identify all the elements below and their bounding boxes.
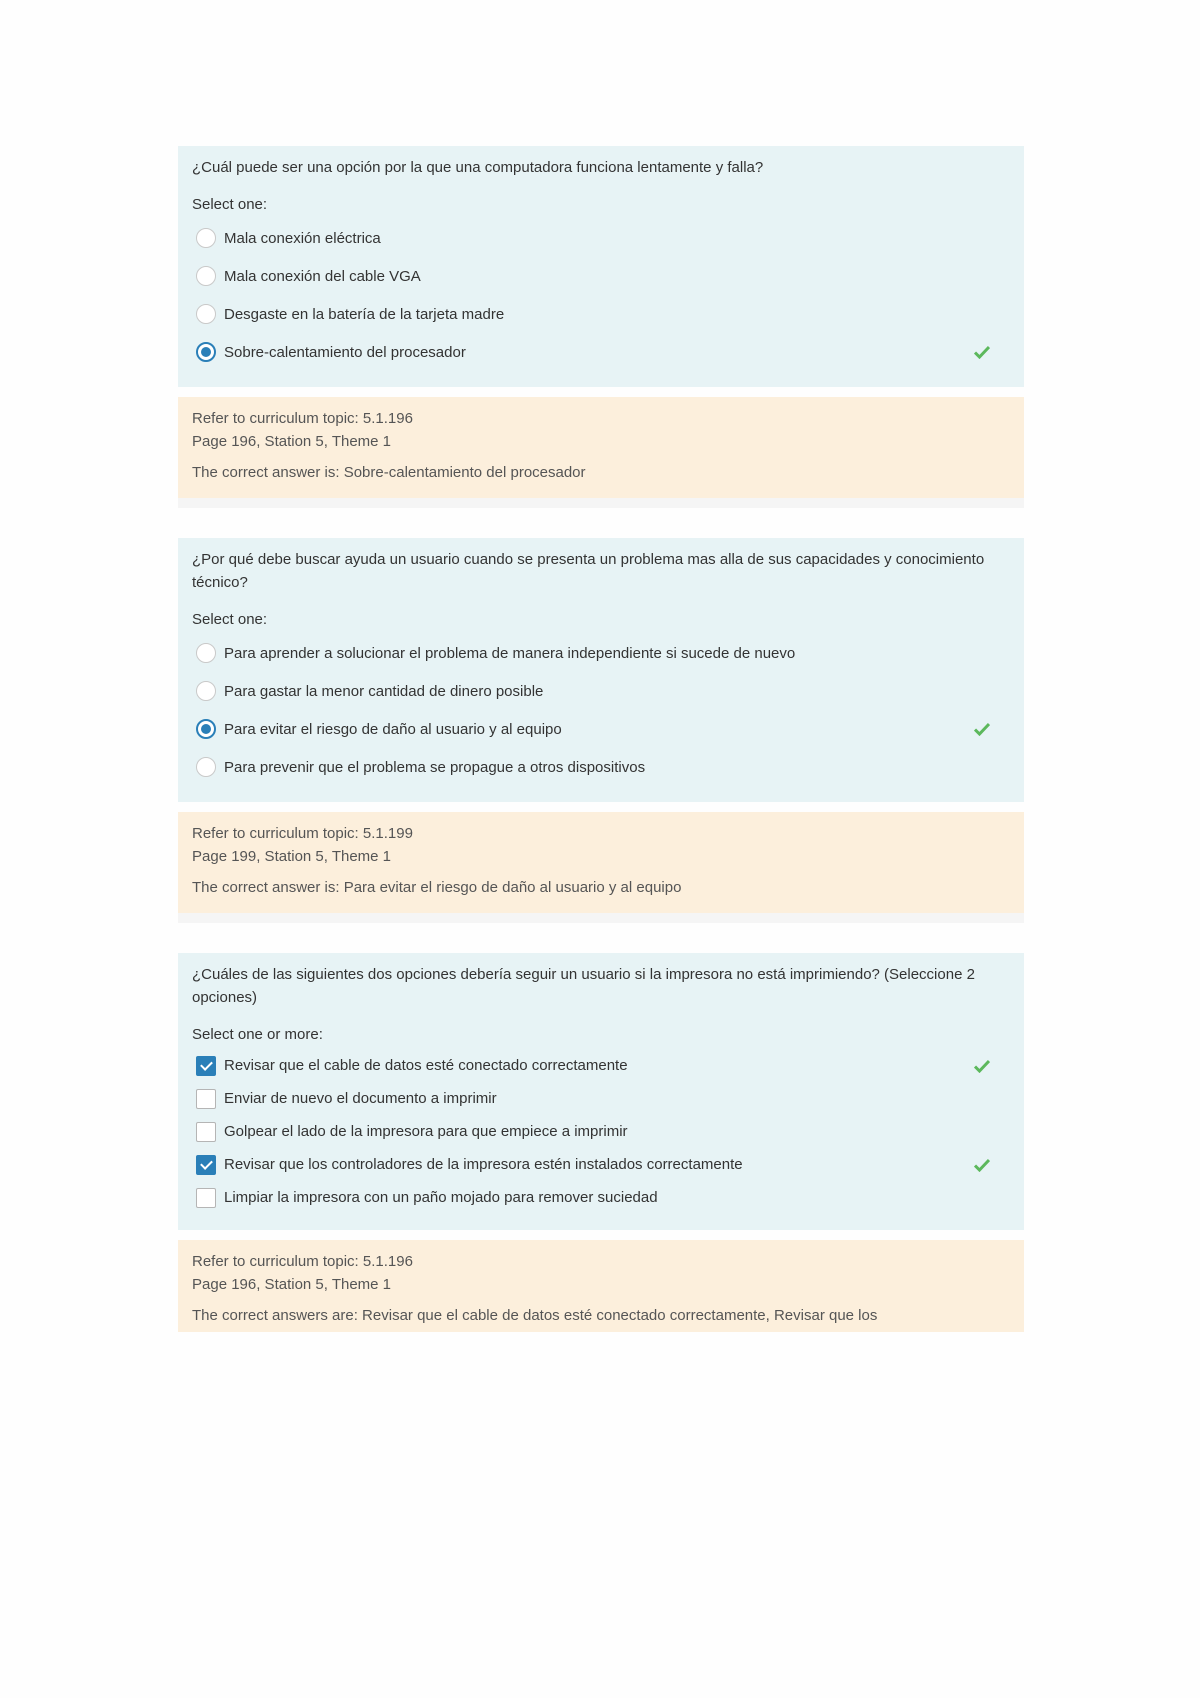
- question-panel: [178, 953, 1024, 1230]
- question-1: [178, 146, 1024, 508]
- correct-check-icon: [974, 1158, 990, 1172]
- radio-button[interactable]: [196, 266, 216, 286]
- answer-option-selected[interactable]: [192, 1148, 1010, 1181]
- radio-button[interactable]: [196, 304, 216, 324]
- question-text: ¿Cuál puede ser una opción por la que una computadora funciona lentamente y falla?: [192, 159, 764, 176]
- answer-option[interactable]: [192, 634, 1010, 672]
- checkbox[interactable]: [196, 1089, 216, 1109]
- page-reference: Page 196, Station 5, Theme 1: [192, 1276, 392, 1293]
- quiz-review-page: [178, 146, 1024, 1332]
- option-label: Mala conexión eléctrica: [224, 229, 381, 247]
- correct-answer-text: The correct answer is: Sobre-calentamiento del procesador: [192, 464, 586, 481]
- feedback-panel: [178, 397, 1024, 498]
- option-label: Para gastar la menor cantidad de dinero posible: [224, 682, 544, 700]
- radio-button-checked[interactable]: [196, 719, 216, 739]
- question-panel: [178, 146, 1024, 387]
- option-label: Sobre-calentamiento del procesador: [224, 343, 466, 361]
- checkbox-checked[interactable]: [196, 1155, 216, 1175]
- radio-button-checked[interactable]: [196, 342, 216, 362]
- answer-option[interactable]: [192, 219, 1010, 257]
- question-text: ¿Por qué debe buscar ayuda un usuario cuando se presenta un problema mas alla de sus capacidades y conocimiento técnico?: [192, 551, 985, 591]
- answer-option[interactable]: [192, 1115, 1010, 1148]
- answer-option-selected[interactable]: [192, 333, 1010, 371]
- correct-answer-text: The correct answers are: Revisar que el cable de datos esté conectado correctamente, Revisar que los: [192, 1307, 878, 1324]
- correct-check-icon: [974, 1059, 990, 1073]
- answer-option[interactable]: [192, 257, 1010, 295]
- question-text: ¿Cuáles de las siguientes dos opciones debería seguir un usuario si la impresora no está imprimiendo? (Seleccione 2 opciones): [192, 966, 975, 1006]
- option-label: Desgaste en la batería de la tarjeta madre: [224, 305, 505, 323]
- option-label: Para evitar el riesgo de daño al usuario y al equipo: [224, 720, 562, 738]
- correct-check-icon: [974, 345, 990, 359]
- radio-button[interactable]: [196, 757, 216, 777]
- correct-answer-text: The correct answer is: Para evitar el riesgo de daño al usuario y al equipo: [192, 879, 682, 896]
- answer-option[interactable]: [192, 1082, 1010, 1115]
- feedback-panel: [178, 1240, 1024, 1332]
- question-panel: [178, 538, 1024, 802]
- option-label: Para prevenir que el problema se propague a otros dispositivos: [224, 758, 646, 776]
- answer-option-selected[interactable]: [192, 710, 1010, 748]
- select-one-or-more-label: Select one or more:: [192, 1026, 323, 1043]
- question-3: [178, 953, 1024, 1332]
- answer-option[interactable]: [192, 1181, 1010, 1214]
- feedback-panel: [178, 812, 1024, 913]
- option-label: Para aprender a solucionar el problema de manera independiente si sucede de nuevo: [224, 644, 796, 662]
- select-one-label: Select one:: [192, 611, 268, 628]
- answer-option[interactable]: [192, 748, 1010, 786]
- checkbox-checked[interactable]: [196, 1056, 216, 1076]
- answer-option[interactable]: [192, 672, 1010, 710]
- page-reference: Page 196, Station 5, Theme 1: [192, 433, 392, 450]
- option-label: Limpiar la impresora con un paño mojado para remover suciedad: [224, 1189, 658, 1206]
- curriculum-topic: Refer to curriculum topic: 5.1.196: [192, 410, 413, 427]
- divider: [178, 913, 1024, 923]
- checkbox[interactable]: [196, 1122, 216, 1142]
- page-reference: Page 199, Station 5, Theme 1: [192, 848, 392, 865]
- checkbox[interactable]: [196, 1188, 216, 1208]
- answer-option[interactable]: [192, 295, 1010, 333]
- option-label: Enviar de nuevo el documento a imprimir: [224, 1090, 497, 1107]
- divider: [178, 498, 1024, 508]
- option-label: Revisar que los controladores de la impresora estén instalados correctamente: [224, 1156, 743, 1173]
- radio-button[interactable]: [196, 643, 216, 663]
- option-label: Revisar que el cable de datos esté conectado correctamente: [224, 1057, 628, 1074]
- radio-button[interactable]: [196, 681, 216, 701]
- option-label: Golpear el lado de la impresora para que empiece a imprimir: [224, 1123, 628, 1140]
- curriculum-topic: Refer to curriculum topic: 5.1.199: [192, 825, 413, 842]
- correct-check-icon: [974, 722, 990, 736]
- select-one-label: Select one:: [192, 196, 268, 213]
- answer-option-selected[interactable]: [192, 1049, 1010, 1082]
- curriculum-topic: Refer to curriculum topic: 5.1.196: [192, 1253, 413, 1270]
- option-label: Mala conexión del cable VGA: [224, 267, 421, 285]
- question-2: [178, 538, 1024, 923]
- radio-button[interactable]: [196, 228, 216, 248]
